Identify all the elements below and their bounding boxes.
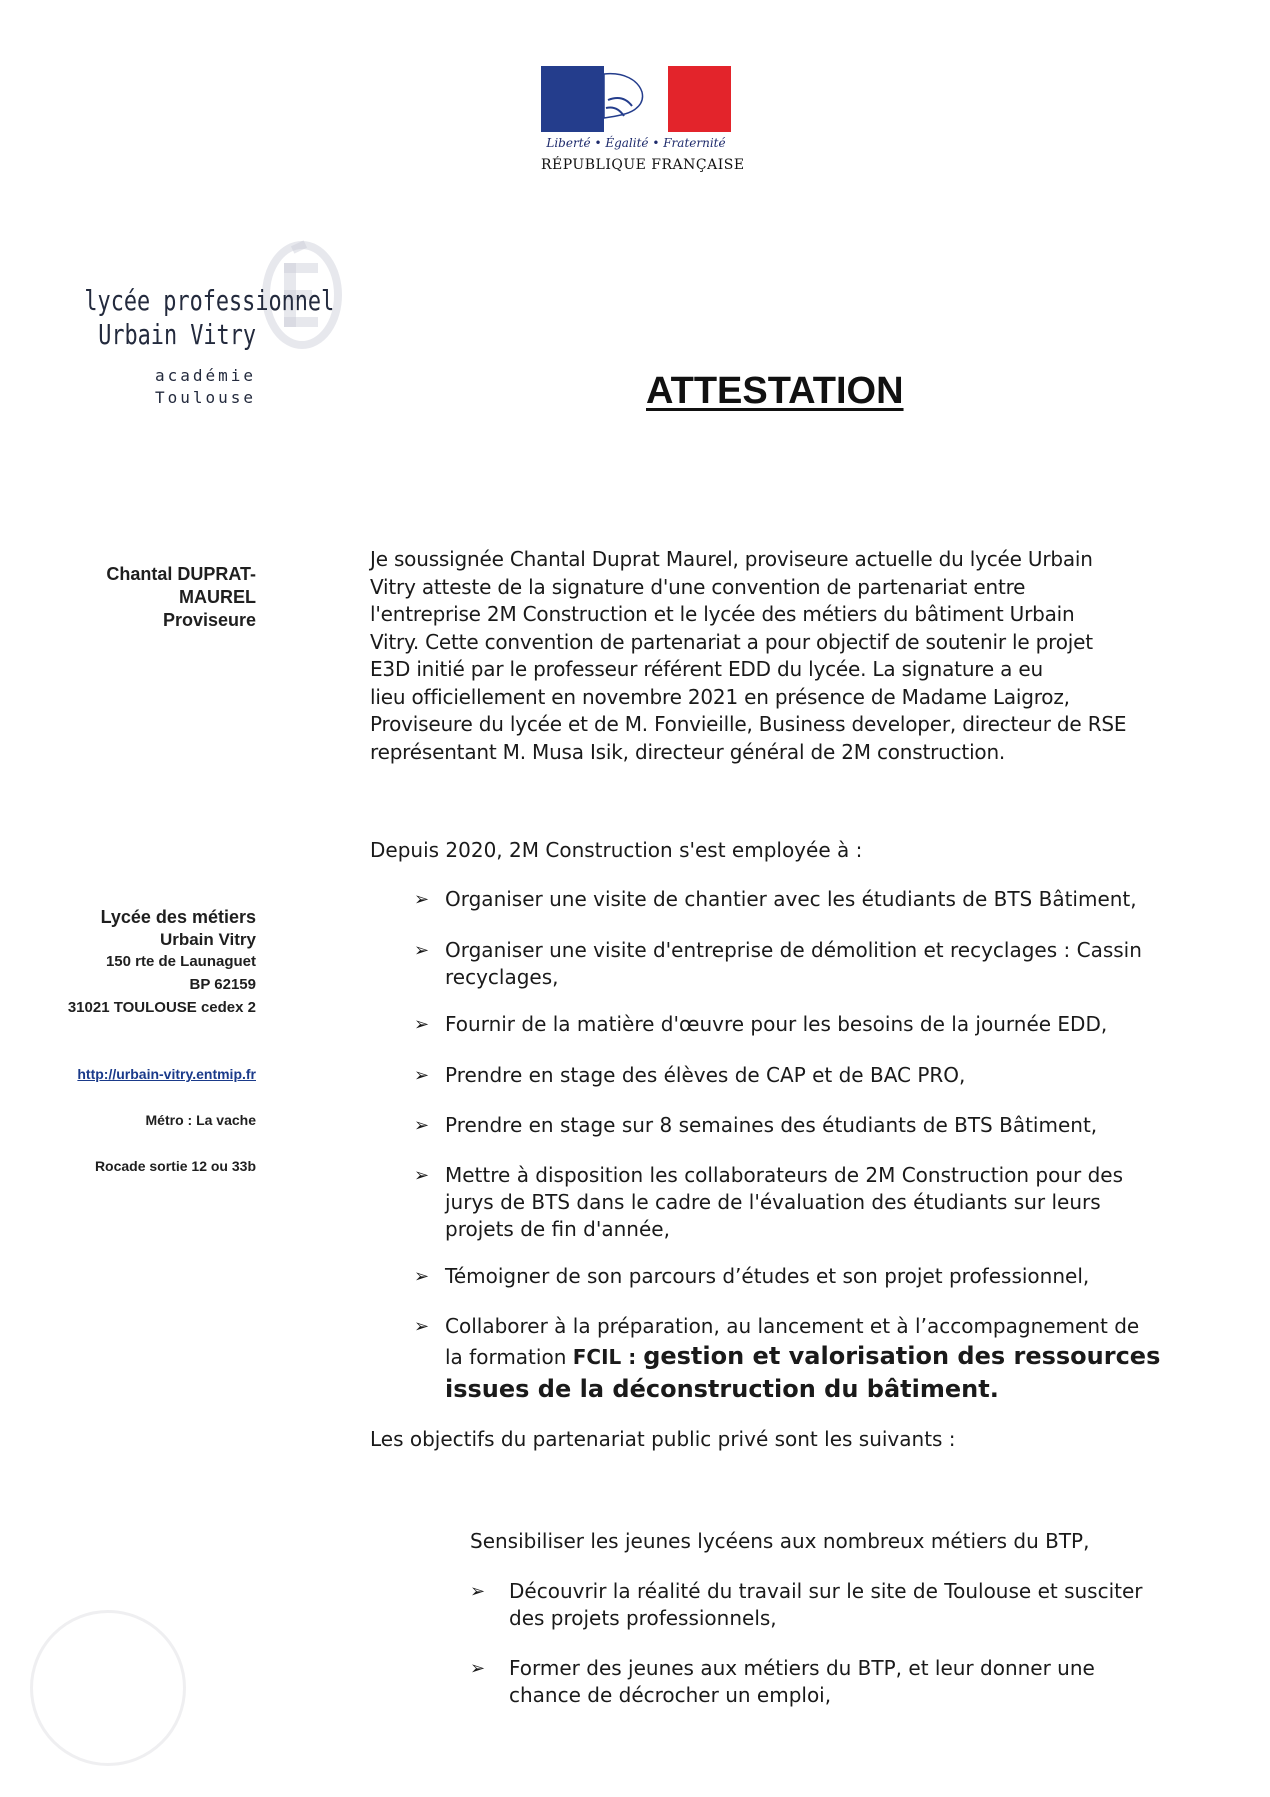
- academie-label: académie: [154, 366, 256, 385]
- list-item-text: Organiser une visite de chantier avec les étudiants de BTS Bâtiment,: [445, 887, 1137, 911]
- fcil-title-part1: gestion et valorisation des ressources: [643, 1342, 1161, 1370]
- intro-line: l'entreprise 2M Construction et le lycée des métiers du bâtiment Urbain: [370, 602, 1075, 626]
- signatory-role: Proviseure: [162, 610, 256, 630]
- metro-info: Métro : La vache: [145, 1112, 256, 1128]
- arrow-bullet-icon: ➢: [414, 889, 430, 910]
- list-item-text: des projets professionnels,: [509, 1606, 777, 1630]
- school-name-line2: Urbain Vitry: [98, 318, 256, 351]
- arrow-bullet-icon: ➢: [470, 1658, 486, 1679]
- intro-line: Je soussignée Chantal Duprat Maurel, proviseure actuelle du lycée Urbain: [370, 547, 1093, 571]
- address-line2: Urbain Vitry: [159, 930, 256, 949]
- arrow-bullet-icon: ➢: [414, 1115, 430, 1136]
- since-heading: Depuis 2020, 2M Construction s'est employée à :: [370, 838, 863, 862]
- fcil-prefix: la formation: [445, 1345, 573, 1369]
- flag-red-band: [668, 66, 731, 132]
- marianne-logo: [541, 66, 731, 132]
- intro-line: Vitry. Cette convention de partenariat a pour objectif de soutenir le projet: [370, 629, 1093, 654]
- republic-motto: Liberté • Égalité • Fraternité: [546, 136, 726, 150]
- list-item-text: recyclages,: [445, 965, 559, 989]
- list-item-text: chance de décrocher un emploi,: [509, 1683, 832, 1707]
- arrow-bullet-icon: ➢: [414, 1165, 430, 1186]
- list-item-text: Mettre à disposition les collaborateurs de 2M Construction pour des: [445, 1163, 1124, 1187]
- list-item-text: Organiser une visite d'entreprise de démolition et recyclages : Cassin: [445, 938, 1142, 962]
- faint-stamp-mark: [30, 1610, 186, 1766]
- school-name-line1: lycée professionnel: [84, 284, 335, 317]
- intro-line: représentant M. Musa Isik, directeur général de 2M construction.: [370, 739, 1006, 764]
- list-item-text: Fournir de la matière d'œuvre pour les besoins de la journée EDD,: [445, 1012, 1108, 1036]
- intro-line: lieu officiellement en novembre 2021 en présence de Madame Laigroz,: [370, 684, 1070, 709]
- address-line4: BP 62159: [189, 976, 256, 993]
- academie-city: Toulouse: [154, 388, 256, 407]
- signatory-name-line1: Chantal DUPRAT-: [106, 564, 256, 584]
- intro-line: Proviseure du lycée et de M. Fonvieille, Business developer, directeur de RSE: [370, 712, 1127, 736]
- list-item-text: Prendre en stage des élèves de CAP et de BAC PRO,: [445, 1063, 966, 1087]
- flag-blue-band: [541, 66, 604, 132]
- address-line3: 150 rte de Launaguet: [105, 953, 256, 970]
- list-item-text: Témoigner de son parcours d’études et son projet professionnel,: [445, 1264, 1090, 1288]
- intro-line: E3D initié par le professeur référent EDD du lycée. La signature a eu: [370, 657, 1043, 681]
- list-item-text: Prendre en stage sur 8 semaines des étudiants de BTS Bâtiment,: [445, 1113, 1098, 1137]
- arrow-bullet-icon: ➢: [414, 940, 430, 961]
- fcil-title-part2: issues de la déconstruction du bâtiment.: [445, 1375, 999, 1403]
- arrow-bullet-icon: ➢: [414, 1266, 430, 1287]
- list-item-text: Former des jeunes aux métiers du BTP, et leur donner une: [509, 1656, 1095, 1680]
- arrow-bullet-icon: ➢: [414, 1014, 430, 1035]
- arrow-bullet-icon: ➢: [414, 1065, 430, 1086]
- arrow-bullet-icon: ➢: [470, 1581, 486, 1602]
- rocade-info: Rocade sortie 12 ou 33b: [94, 1158, 256, 1174]
- republic-name: RÉPUBLIQUE FRANÇAISE: [541, 157, 745, 173]
- fcil-code: FCIL :: [572, 1345, 644, 1369]
- list-item-text: Collaborer à la préparation, au lancement et à l’accompagnement de: [445, 1314, 1140, 1338]
- list-item-text: Découvrir la réalité du travail sur le site de Toulouse et susciter: [509, 1579, 1143, 1603]
- intro-line: Vitry atteste de la signature d'une convention de partenariat entre: [370, 574, 1026, 599]
- website-link[interactable]: http://urbain-vitry.entmip.fr: [77, 1066, 256, 1082]
- objectives-heading: Les objectifs du partenariat public privé sont les suivants :: [370, 1427, 956, 1451]
- objective-sensibiliser: Sensibiliser les jeunes lycéens aux nombreux métiers du BTP,: [470, 1529, 1090, 1553]
- signatory-name-line2: MAUREL: [179, 587, 256, 607]
- arrow-bullet-icon: ➢: [414, 1316, 430, 1337]
- marianne-profile-icon: [604, 66, 668, 132]
- list-item-text: projets de fin d'année,: [445, 1217, 670, 1241]
- intro-paragraph: [370, 546, 1190, 766]
- flag-white-band: [604, 66, 668, 132]
- page-title: ATTESTATION: [646, 370, 904, 412]
- address-line1: Lycée des métiers: [100, 907, 256, 927]
- list-item-text: jurys de BTS dans le cadre de l'évaluation des étudiants sur leurs: [445, 1190, 1101, 1214]
- address-line5: 31021 TOULOUSE cedex 2: [67, 999, 256, 1016]
